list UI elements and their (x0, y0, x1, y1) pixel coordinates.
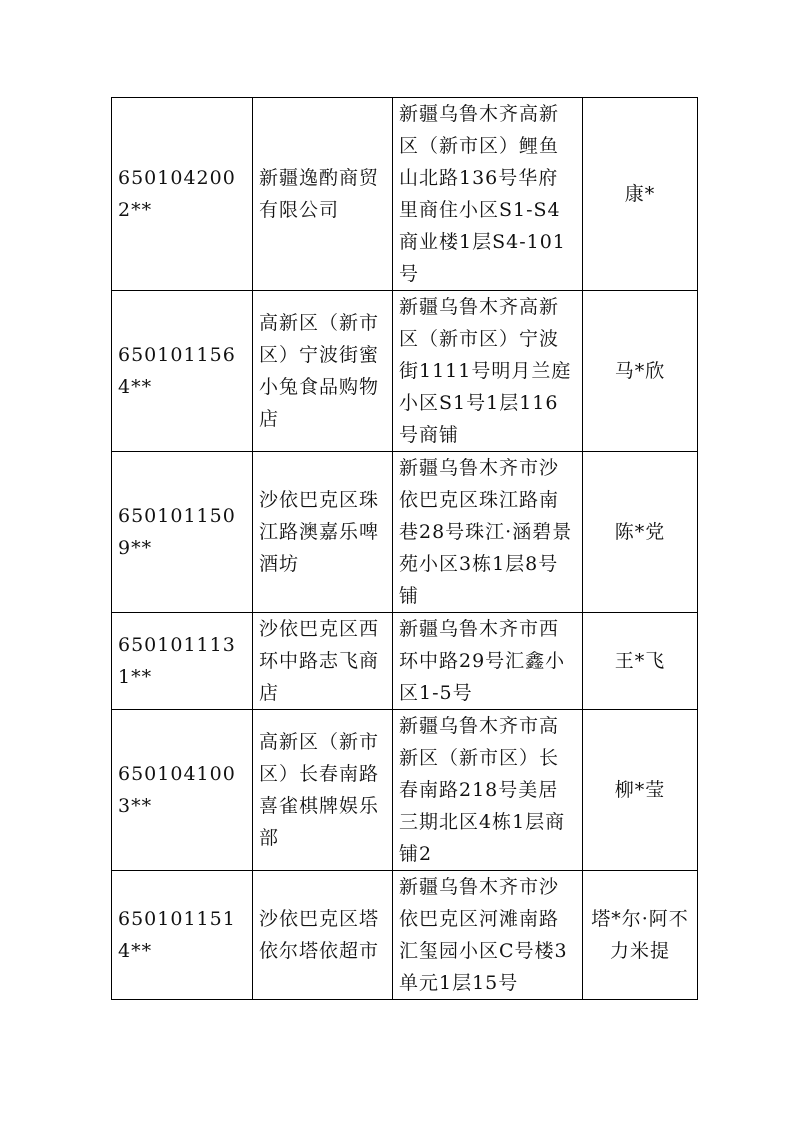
person-name-cell: 王*飞 (583, 613, 698, 710)
address-cell: 新疆乌鲁木齐高新区（新市区）宁波街1111号明月兰庭小区S1号1层116号商铺 (393, 291, 583, 452)
address-cell: 新疆乌鲁木齐市沙依巴克区河滩南路汇玺园小区C号楼3单元1层15号 (393, 871, 583, 1000)
address-cell: 新疆乌鲁木齐市高新区（新市区）长春南路218号美居三期北区4栋1层商铺2 (393, 710, 583, 871)
license-code-cell: 6501011509** (112, 452, 253, 613)
table-row (112, 452, 698, 613)
license-code-cell: 6501011514** (112, 871, 253, 1000)
business-name-cell: 高新区（新市区）长春南路喜雀棋牌娱乐部 (253, 710, 393, 871)
person-name-cell: 陈*党 (583, 452, 698, 613)
business-name-cell: 沙依巴克区珠江路澳嘉乐啤酒坊 (253, 452, 393, 613)
business-name-cell: 沙依巴克区塔依尔塔依超市 (253, 871, 393, 1000)
person-name-cell: 柳*莹 (583, 710, 698, 871)
business-name-cell: 新疆逸酌商贸有限公司 (253, 98, 393, 291)
business-name-cell: 沙依巴克区西环中路志飞商店 (253, 613, 393, 710)
license-code-cell: 6501041003** (112, 710, 253, 871)
person-name-cell: 马*欣 (583, 291, 698, 452)
address-cell: 新疆乌鲁木齐市西环中路29号汇鑫小区1-5号 (393, 613, 583, 710)
table-row (112, 613, 698, 710)
license-code-cell: 6501042002** (112, 98, 253, 291)
license-code-cell: 6501011564** (112, 291, 253, 452)
license-code-cell: 6501011131** (112, 613, 253, 710)
table-row (112, 98, 698, 291)
address-cell: 新疆乌鲁木齐高新区（新市区）鲤鱼山北路136号华府里商住小区S1-S4商业楼1层S4-101号 (393, 98, 583, 291)
person-name-cell: 康* (583, 98, 698, 291)
table-row (112, 710, 698, 871)
address-cell: 新疆乌鲁木齐市沙依巴克区珠江路南巷28号珠江·涵碧景苑小区3栋1层8号铺 (393, 452, 583, 613)
person-name-cell: 塔*尔·阿不力米提 (583, 871, 698, 1000)
table-row (112, 871, 698, 1000)
business-name-cell: 高新区（新市区）宁波街蜜小兔食品购物店 (253, 291, 393, 452)
registry-table (111, 97, 698, 1000)
table-row (112, 291, 698, 452)
